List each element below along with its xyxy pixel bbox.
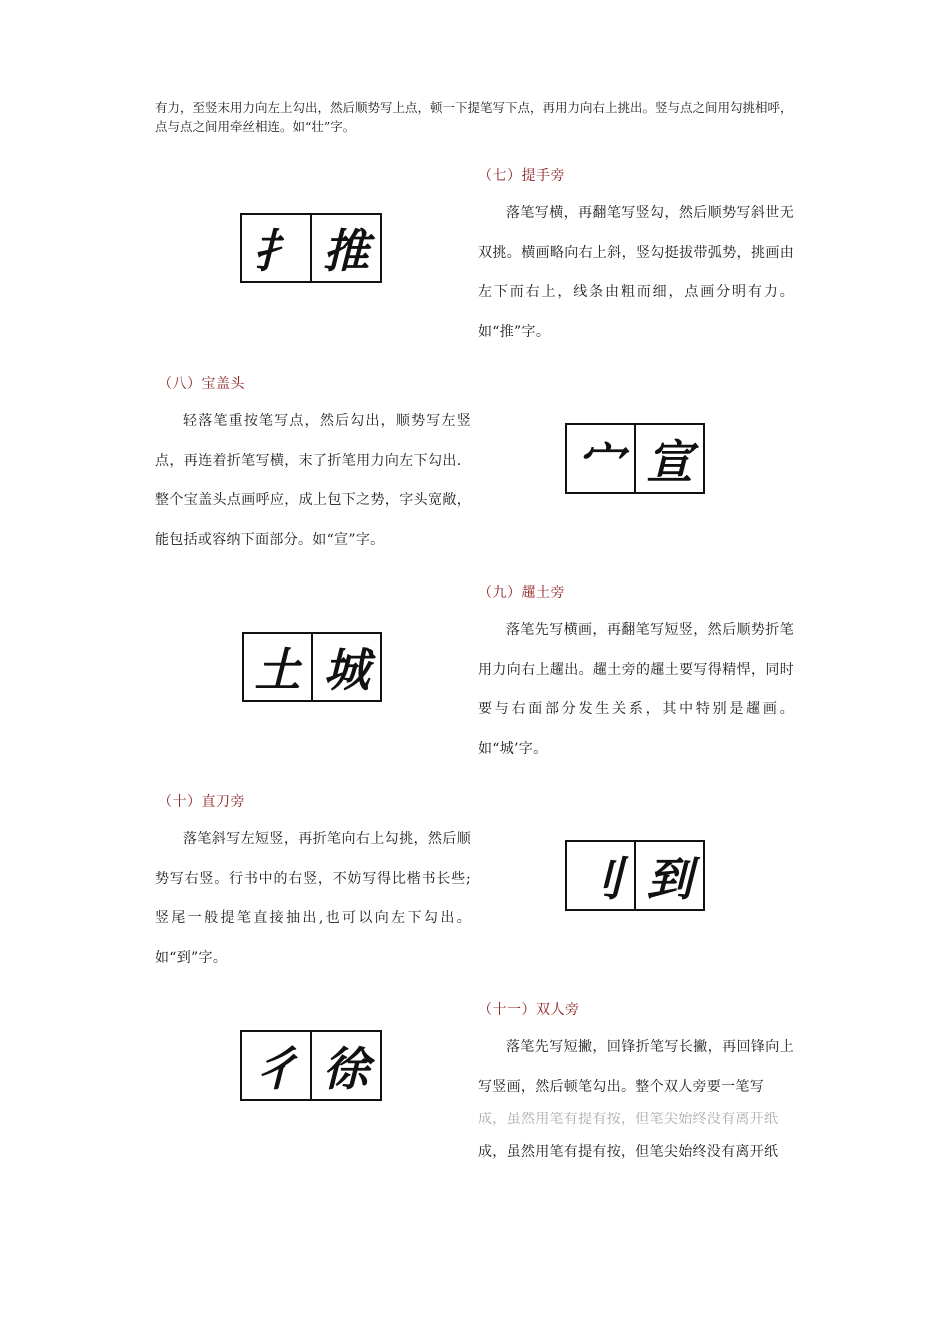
section-text: 落笔写横，再翻笔写竖勾，然后顺势写斜世无双挑。横画略向右上斜，竖勾挺拔带弧势，挑画由左下而右上，线条由粗而细，点画分明有力。如“推”字。: [478, 205, 794, 340]
section-heading: （七）提手旁: [478, 168, 565, 184]
radical-glyph: 宀: [567, 425, 636, 492]
section-text: 落笔斜写左短竖，再折笔向右上勾挑，然后顺势写右竖。行书中的右竖，不妨写得比楷书长些;竖尾一般提笔直接抽出,也可以向左下勾出。如“到”字。: [155, 831, 471, 966]
calligraphy-box: [242, 632, 382, 702]
example-char-glyph: 城: [323, 643, 370, 697]
calligraphy-box: [565, 840, 705, 911]
radical-glyph: 土: [244, 634, 313, 700]
example-char-glyph: 徐: [323, 1041, 369, 1096]
calligraphy-box: [565, 423, 705, 494]
faded-text-line: 成，虽然用笔有提有按，但笔尖始终没有离开纸: [478, 1112, 779, 1127]
section-text: 落笔先写横画，再翻笔写短竖，然后顺势折笔用力向右上趯出。趯土旁的趯土要写得精悍，同时要与右面部分发生关系，其中特别是趯画。如“城’字。: [478, 622, 794, 757]
example-char-glyph: 到: [646, 851, 693, 906]
section-heading: （十）直刀旁: [158, 794, 245, 810]
section-text: 落笔先写短撇，回锋折笔写长撇，再回锋向上写竖画，然后顿笔勾出。整个双人旁要一笔写: [478, 1039, 794, 1095]
radical-glyph: 刂: [567, 842, 636, 909]
example-char-glyph: 宣: [646, 434, 693, 489]
section-heading: （十一）双人旁: [478, 1002, 580, 1018]
section-heading: （八）宝盖头: [158, 376, 245, 392]
example-char-glyph: 推: [323, 224, 369, 278]
section-text: 轻落笔重按笔写点，然后勾出，顺势写左竖点，再连着折笔写横，末了折笔用力向左下勾出．整个宝盖头点画呼应，成上包下之势，字头宽敞，能包括或容纳下面部分。如“宣”字。: [155, 413, 471, 548]
section-text-continued: 成，虽然用笔有提有按，但笔尖始终没有离开纸: [478, 1144, 779, 1160]
section-heading: （九）趯土旁: [478, 585, 565, 601]
intro-paragraph: 有力，至竖末用力向左上勾出，然后顺势写上点，顿一下提笔写下点，再用力向右上挑出。竖与点之间用勾挑相呼，点与点之间用牵丝相连。如“壮”字。: [155, 100, 793, 134]
calligraphy-box: [240, 1030, 382, 1101]
calligraphy-box: [240, 213, 382, 283]
radical-glyph: 彳: [242, 1032, 312, 1099]
radical-glyph: 扌: [242, 215, 312, 281]
